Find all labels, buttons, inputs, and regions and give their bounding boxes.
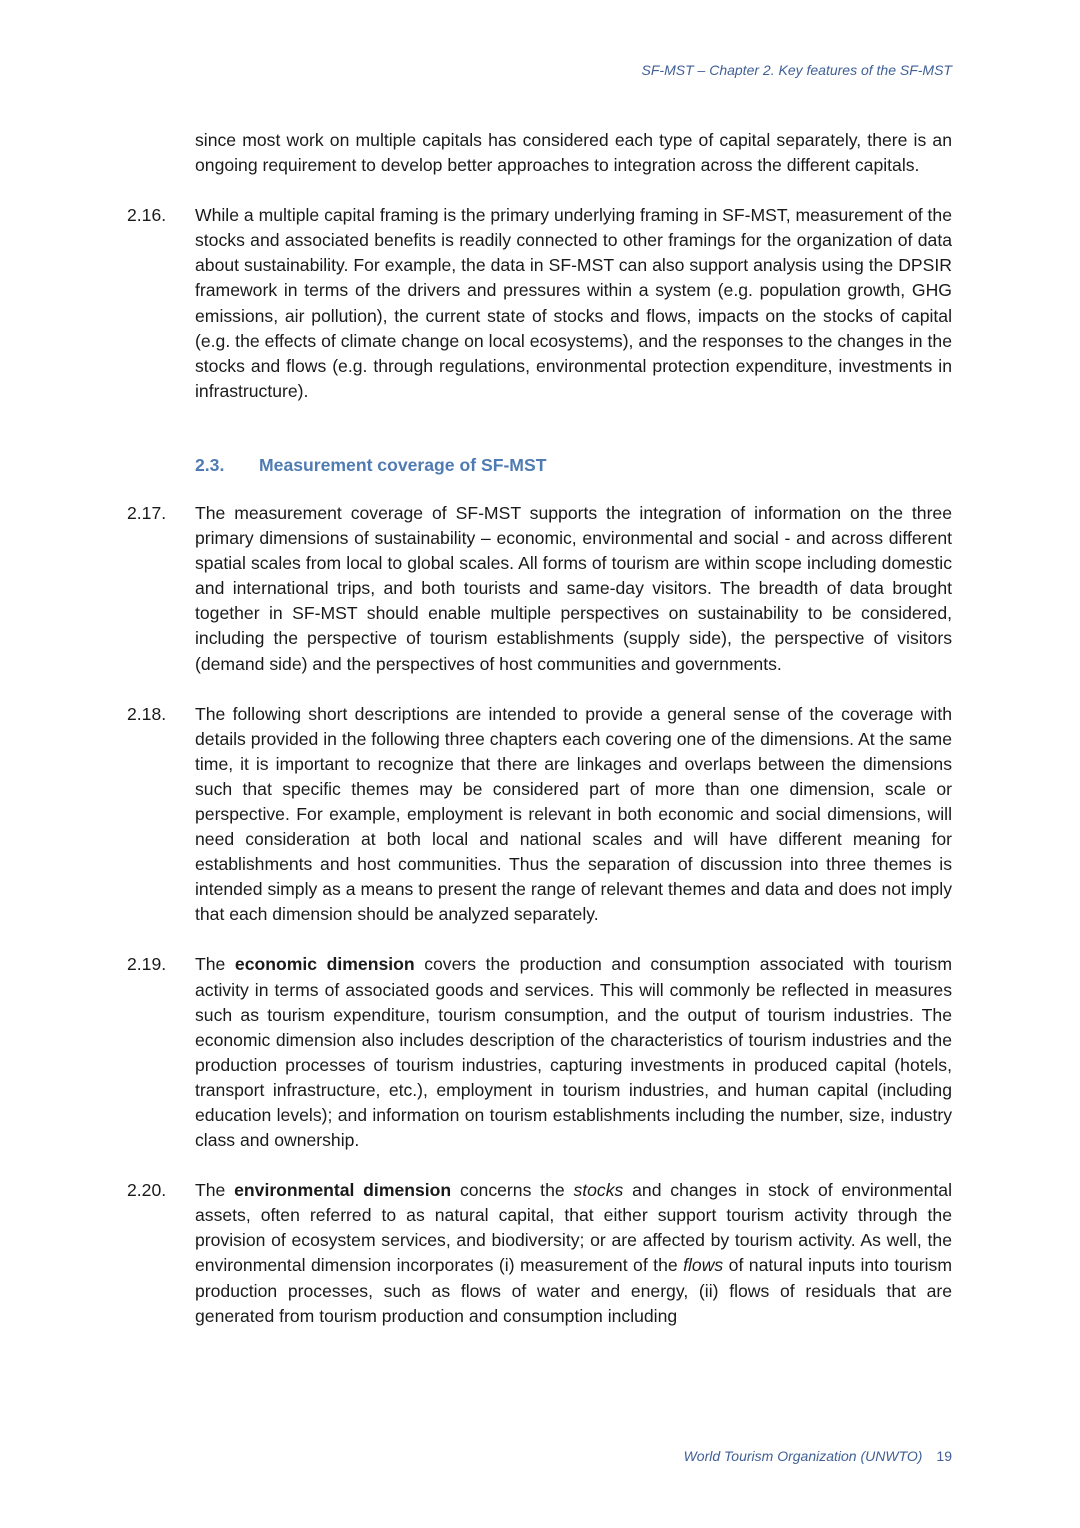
paragraphs-before-section <box>127 128 952 404</box>
bold-term: economic dimension <box>234 954 415 975</box>
section-number: 2.3. <box>195 454 225 475</box>
text-run: of natural inputs into tourism production processes, such as flows of water and energy, (ii) flows of residuals that are generated from tourism production and consumption including <box>195 1255 952 1326</box>
section-title: Measurement coverage of SF-MST <box>259 454 547 475</box>
numbered-paragraph <box>127 203 952 404</box>
paragraph-number: 2.20. <box>127 1180 167 1201</box>
paragraph-text <box>195 952 952 1153</box>
bold-term: environmental dimension <box>234 1180 452 1201</box>
paragraph-number: 2.18. <box>127 703 167 724</box>
paragraph-text <box>195 702 952 928</box>
numbered-paragraph <box>127 501 952 677</box>
paragraphs-after-section <box>127 501 952 1329</box>
paragraph-number: 2.16. <box>127 205 167 226</box>
italic-term: stocks <box>573 1180 624 1201</box>
footer-organization: World Tourism Organization (UNWTO) <box>683 1448 923 1464</box>
numbered-paragraph <box>127 702 952 928</box>
page-number: 19 <box>936 1448 952 1464</box>
numbered-paragraph <box>127 952 952 1153</box>
paragraph-number: 2.17. <box>127 502 167 523</box>
paragraph-number: 2.19. <box>127 954 167 975</box>
italic-term: flows <box>683 1255 724 1276</box>
text-run: covers the production and consumption associated with tourism activity in terms of associated goods and services. This will commonly be reflected in measures such as tourism expenditure, tourism consumption, and the output of tourism industries. The economic dimension also includes description of the characteristics of tourism industries and the production processes of tourism industries, capturing investments in produced capital (hotels, transport infrastructure, etc.), employment in tourism industries, and human capital (including education levels); and information on tourism establishments including the number, size, industry class and ownership. <box>195 954 952 1151</box>
text-run: The measurement coverage of SF-MST supports the integration of information on the three primary dimensions of sustainability – economic, environmental and social - and across different spatial scales from local to global scales. All forms of tourism are within scope including domestic and international trips, and both tourists and same-day visitors. The breadth of data brought together in SF-MST should enable multiple perspectives on sustainability to be considered, including the perspective of tourism establishments (supply side), the perspective of visitors (demand side) and the perspectives of host communities and governments. <box>195 502 952 674</box>
text-run: since most work on multiple capitals has considered each type of capital separately, there is an ongoing requirement to develop better approaches to integration across the different capitals. <box>195 130 952 176</box>
numbered-paragraph <box>127 1178 952 1329</box>
paragraph-text <box>195 1178 952 1329</box>
paragraph-text <box>195 501 952 677</box>
running-header: SF-MST – Chapter 2. Key features of the SF-MST <box>641 62 952 78</box>
section-heading <box>127 455 952 476</box>
paragraph-text <box>195 128 952 178</box>
text-run: While a multiple capital framing is the primary underlying framing in SF-MST, measurement of the stocks and associated benefits is readily connected to other framings for the organization of data about sustainability. For example, the data in SF-MST can also support analysis using the DPSIR framework in terms of the drivers and pressures within a system (e.g. population growth, GHG emissions, air pollution), the current state of stocks and flows, impacts on the stocks of capital (e.g. the effects of climate change on local ecosystems), and the responses to the changes in the stocks and flows (e.g. through regulations, environmental protection expenditure, investments in infrastructure). <box>195 205 952 401</box>
page-footer <box>684 1448 952 1464</box>
text-run: and changes in stock of environmental assets, often referred to as natural capital, that either support tourism activity through the provision of ecosystem services, and biodiversity; or are affected by tourism activity. As well, the environmental dimension incorporates (i) measurement of the <box>195 1180 952 1276</box>
text-run: The <box>195 954 235 975</box>
page-content <box>127 128 952 1354</box>
paragraph-text <box>195 203 952 404</box>
text-run: concerns the <box>451 1180 574 1201</box>
numbered-paragraph <box>127 128 952 178</box>
text-run: The <box>195 1180 235 1201</box>
text-run: The following short descriptions are intended to provide a general sense of the coverage with details provided in the following three chapters each covering one of the dimensions. At the same time, it is important to recognize that there are linkages and overlaps between the dimensions such that specific themes may be considered part of more than one dimension, scale or perspective. For example, employment is relevant in both economic and social dimensions, will need consideration at both local and national scales and will have different meaning for establishments and host communities. Thus the separation of discussion into three themes is intended simply as a means to present the range of relevant themes and data and does not imply that each dimension should be analyzed separately. <box>195 703 952 925</box>
